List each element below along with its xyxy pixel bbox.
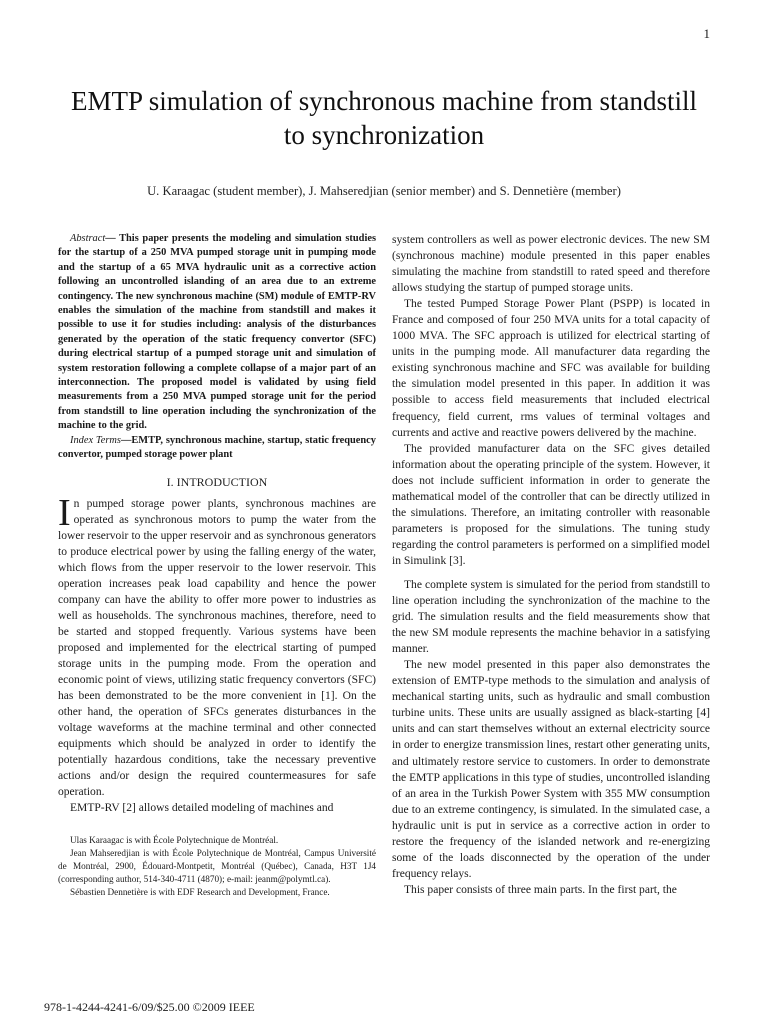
index-terms [58, 434, 376, 463]
intro-paragraph-2: EMTP-RV [2] allows detailed modeling of machines and [70, 802, 334, 815]
body-paragraph: system controllers as well as power electronic devices. The new SM (synchronous machine) module presented in this paper enables simulating the machine from standstill to rated speed and therefore allows studying the startup of pumped storage units. [392, 234, 710, 295]
body-paragraph: The complete system is simulated for the period from standstill to line operation including the synchronization of the machine to the grid. The simulation results and the field measurements show that the new SM module represents the machine behavior in a satisfying manner. [392, 578, 710, 656]
intro-paragraph-1-text: n pumped storage power plants, synchronous machines are operated as synchronous motors to pump the water from the lower reservoir to the upper reservoir and as synchronous generators to produce electrical power by using the falling energy of the water, which flows from the upper reservoir to the lower reservoir. This operation increases peak load capability and hence the power company can have the ability to offer more power to industries as well as households. The synchronous machines, therefore, need to be started and stopped frequently. Various systems have been proposed and implemented for the electrical starting of pumped storage units in the pumping mode. From the operation and economic point of views, utilizing static frequency convertors (SFC) has been demonstrated to be the more convenient in [1]. On the other hand, the operation of SFCs generates disturbances in the voltage waveforms at the machine terminal and other connected equipments which should be analyzed in order to identify the potentially hazardous conditions, take the necessary preventive actions and/or design the required countermeasures for safe operation. [58, 497, 376, 799]
author-list: U. Karaagac (student member), J. Mahseredjian (senior member) and S. Dennetière (member) [147, 184, 621, 198]
body-paragraph: The tested Pumped Storage Power Plant (PSPP) is located in France and composed of four 250 MVA units for a total capacity of 1000 MVA. The SFC approach is utilized for electrical starting of units in the pumping mode. All manufacturer data regarding the existing synchronous machine and SFC was available for building the simulation model presented in this paper. In addition it was possible to access field measurements that included electrical frequency, field current, rms values of terminal voltages and currents and active and reactive powers delivered by the machine. [392, 298, 710, 439]
section-heading-introduction: I. INTRODUCTION [166, 474, 268, 489]
abstract [58, 232, 376, 434]
paper-title: EMTP simulation of synchronous machine from standstill to synchronization [71, 86, 697, 150]
footnote: Ulas Karaagac is with École Polytechnique de Montréal. [70, 835, 279, 846]
footnote: Jean Mahseredjian is with École Polytechnique de Montréal, Campus Université de Montréal, 2900, Édouard-Montpetit, Montréal (Québec), Canada, H3T 1J4 (corresponding author, 514-340-4711 (4870); e-mail: jeanm@polymtl.ca). [58, 848, 376, 885]
left-column [58, 232, 376, 899]
right-column [392, 232, 710, 898]
footnote: Sébastien Dennetière is with EDF Research and Development, France. [70, 887, 330, 898]
intro-paragraph-1 [58, 491, 376, 801]
body-paragraph: The new model presented in this paper also demonstrates the extension of EMTP-type methods to the simulation and analysis of mechanical starting units, such as hydraulic and small combustion turbine units. These units are usually assigned as black-starting [4] units and can start themselves without an external electricity source in order to energize transmission lines, restart other generating units, and ultimately restore service to customers. In order to demonstrate the EMTP applications in this type of studies, uncontrolled islanding of an area in the Turkish Power System with 355 MW consumption due to an extreme contingency, is simulated. In the simulated case, a hydraulic unit is put in service as a corrective action in order to restore the frequency of the islanded network and re-energizing some of the loads disconnected by the operation of the under frequency relays. [392, 659, 710, 880]
abstract-text: — This paper presents the modeling and simulation studies for the startup of a 250 MVA pumped storage unit in pumping mode and the startup of a 65 MVA hydraulic unit as a corrective action following an uncontrolled islanding of an area due to an extreme contingency. The new synchronous machine (SM) module of EMTP-RV enables the simulation of the machine from standstill and makes it possible to use it for studies including: analysis of the disturbances generated by the operation of the static frequency convertor (SFC) during electrical startup of a pumped storage unit and simulation of system restoration following a complete collapse of a major part of an interconnection. The proposed model is validated by using field measurements from a 250 MVA pumped storage unit for the period from standstill to line operation including the synchronization of the machine to the grid. [58, 233, 376, 432]
index-terms-text: —EMTP, synchronous machine, startup, static frequency convertor, pumped storage power plant [58, 434, 376, 461]
body-paragraph: This paper consists of three main parts. In the first part, the [404, 883, 677, 896]
page-number: 1 [703, 26, 710, 41]
drop-cap: I [58, 491, 71, 534]
footnotes [58, 834, 376, 899]
index-terms-label: Index Terms [70, 434, 121, 446]
abstract-label: Abstract [70, 233, 106, 244]
body-paragraph: The provided manufacturer data on the SFC gives detailed information about the operating principle of the system. However, it does not include sufficient information in order to generate the mathematical model of the controller that can be directly utilized in the simulations. Therefore, an imitating controller with reasonable parameters is proposed for the simulations. The tuning study regarding the control parameters is performed on a simplified model in Simulink [3]. [392, 442, 710, 567]
copyright-notice: 978-1-4244-4241-6/09/$25.00 ©2009 IEEE [44, 1000, 255, 1014]
